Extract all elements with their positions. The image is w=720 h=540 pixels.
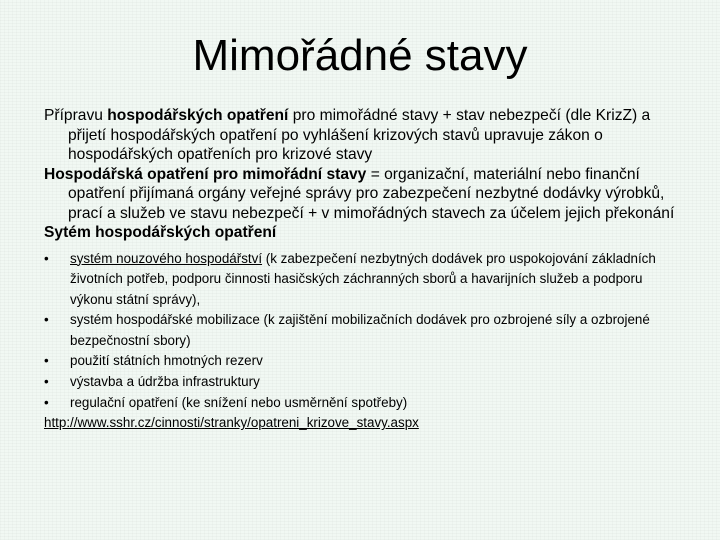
paragraph-preparation [44, 106, 684, 165]
list-item [44, 351, 684, 372]
bullet-icon: • [44, 353, 49, 369]
list-item [44, 310, 684, 351]
list-item-text: výstavba a údržba infrastruktury [70, 374, 260, 390]
paragraph-preparation-post: pro mimořádné stavy + stav nebezpečí (dle KrizZ) a přijetí hospodářských opatření po vyhlášení krizových stavů upravuje zákon o hospodářských opatřeních pro krizové stavy [68, 107, 651, 163]
bullet-icon: • [44, 394, 49, 410]
list-item-text: použití státních hmotných rezerv [70, 353, 263, 369]
paragraph-definition [44, 165, 684, 224]
bullet-icon: • [44, 374, 49, 390]
measures-list [44, 249, 684, 414]
list-item [44, 393, 684, 414]
system-heading: Sytém hospodářských opatření [44, 224, 277, 241]
bullet-icon: • [44, 250, 49, 266]
slide-content [44, 106, 684, 434]
list-item [44, 249, 684, 311]
list-item-text: regulační opatření (ke snížení nebo usměrnění spotřeby) [70, 394, 408, 410]
list-item-text: systém hospodářské mobilizace (k zajištění mobilizačních dodávek pro ozbrojené síly a ozbrojené bezpečnostní sbory) [70, 312, 650, 348]
paragraph-preparation-pre: Přípravu [44, 107, 108, 124]
list-item-underlined: systém nouzového hospodářství [70, 250, 263, 266]
list-item-text: (k zabezpečení nezbytných dodávek pro uspokojování základních životních potřeb, podporu činnosti hasičských záchranných sborů a havarijních služeb a podporu výkonu státní správy), [70, 250, 656, 307]
paragraph-definition-post: = organizační, materiální nebo finanční opatření přijímaná orgány veřejné správy pro zabezpečení nezbytné dodávky výrobků, prací a služeb ve stavu nebezpečí + v mimořádných stavech za účelem jejich překonání [68, 165, 675, 222]
bullet-icon: • [44, 312, 49, 328]
source-link[interactable]: http://www.sshr.cz/cinnosti/stranky/opatreni_krizove_stavy.aspx [44, 415, 419, 431]
paragraph-preparation-bold: hospodářských opatření [107, 107, 289, 124]
paragraph-definition-bold: Hospodářská opatření pro mimořádní stavy [44, 165, 367, 183]
list-item [44, 372, 684, 393]
slide-title: Mimořádné stavy [192, 31, 528, 80]
